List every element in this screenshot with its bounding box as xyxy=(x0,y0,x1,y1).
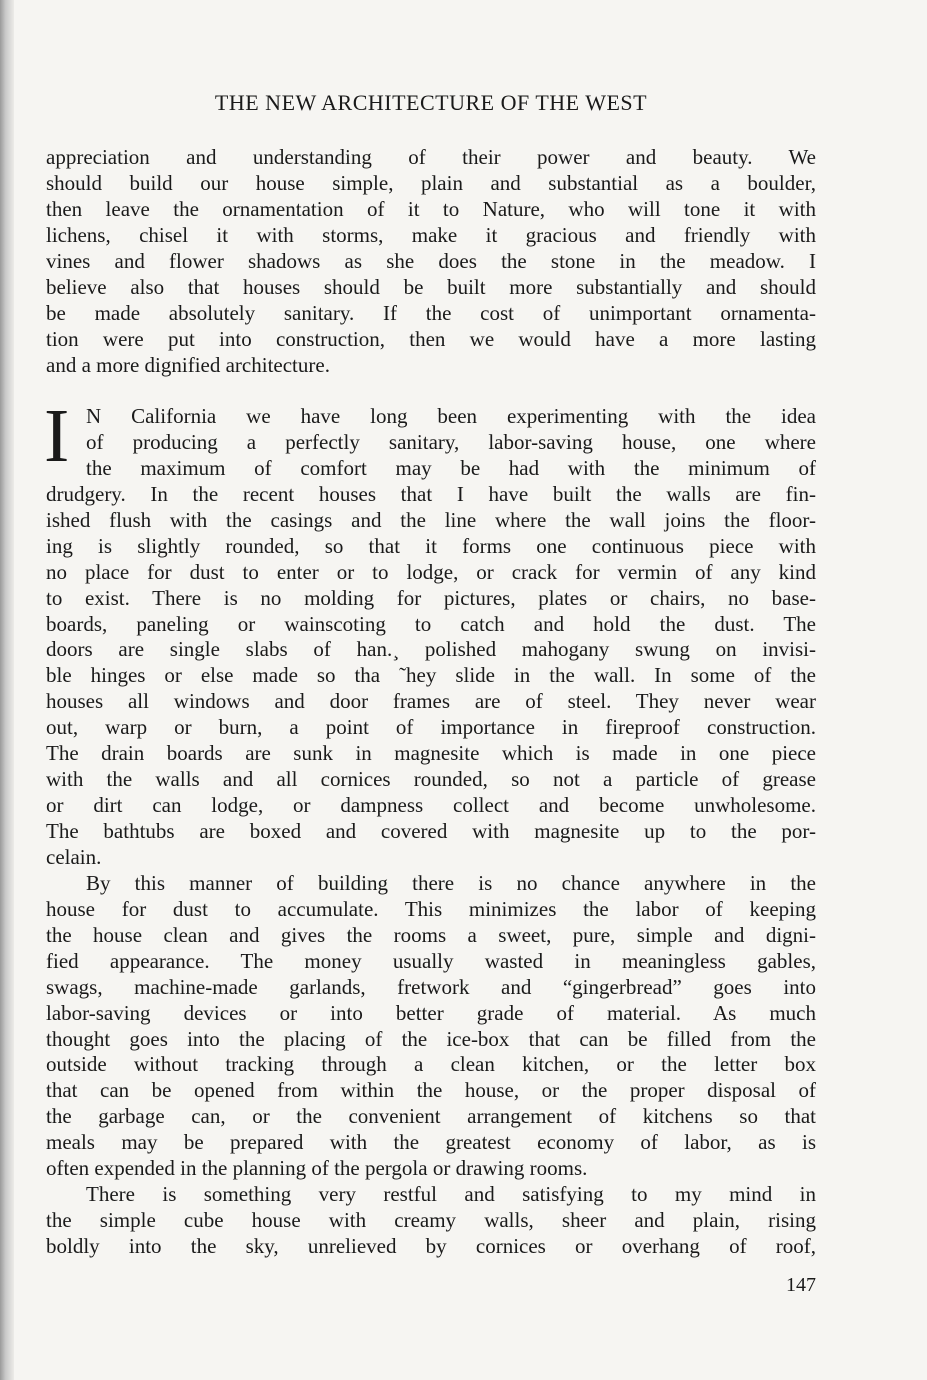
text-line: meals may be prepared with the greatest economy of labor, as is xyxy=(46,1130,816,1155)
text-line: ished flush with the casings and the line where the wall joins the floor- xyxy=(46,507,816,532)
book-spine-shadow xyxy=(0,0,14,1380)
text-line: outside without tracking through a clean kitchen, or the letter box xyxy=(46,1052,816,1077)
text-line: that can be opened from within the house, or the proper disposal of xyxy=(46,1078,816,1103)
text-line: often expended in the planning of the pergola or drawing rooms. xyxy=(46,1156,588,1181)
text-line: tion were put into construction, then we would have a more lasting xyxy=(46,326,816,351)
text-line: boldly into the sky, unrelieved by cornices or overhang of roof, xyxy=(46,1234,816,1258)
text-line: no place for dust to enter or to lodge, or crack for vermin of any kind xyxy=(46,559,816,584)
text-line: labor-saving devices or into better grade of material. As much xyxy=(46,1000,816,1025)
text-line: the house clean and gives the rooms a sweet, pure, simple and digni- xyxy=(46,922,816,947)
text-line: be made absolutely sanitary. If the cost of unimportant ornamenta- xyxy=(46,300,816,325)
text-line: lichens, chisel it with storms, make it gracious and friendly with xyxy=(46,222,816,247)
text-line: should build our house simple, plain and substantial as a boulder, xyxy=(46,170,816,195)
text-line: of producing a perfectly sanitary, labor-saving house, one where xyxy=(86,429,816,454)
text-line: celain. xyxy=(46,844,102,869)
text-line: N California we have long been experimenting with the idea xyxy=(86,404,816,428)
text-line: ble hinges or else made so tha ˜hey slide in the wall. In some of the xyxy=(46,663,816,688)
text-line: out, warp or burn, a point of importance in fireproof construction. xyxy=(46,715,816,740)
text-line: the maximum of comfort may be had with the minimum of xyxy=(86,455,816,480)
text-line: The bathtubs are boxed and covered with magnesite up to the por- xyxy=(46,819,816,843)
text-line: The drain boards are sunk in magnesite which is made in one piece xyxy=(46,741,816,766)
text-line: drudgery. In the recent houses that I have built the walls are fin- xyxy=(46,481,816,506)
page-number: 147 xyxy=(786,1274,816,1296)
text-line: thought goes into the placing of the ice-box that can be filled from the xyxy=(46,1026,816,1051)
text-line: and a more dignified architecture. xyxy=(46,352,330,377)
text-line: doors are single slabs of han.¸ polished mahogany swung on invisi- xyxy=(46,637,816,662)
text-line: ing is slightly rounded, so that it forms one continuous piece with xyxy=(46,533,816,558)
section-body xyxy=(44,394,816,1260)
text-line: house for dust to accumulate. This minimizes the labor of keeping xyxy=(46,896,816,921)
text-line: the garbage can, or the convenient arrangement of kitchens so that xyxy=(46,1104,816,1129)
text-line: By this manner of building there is no chance anywhere in the xyxy=(86,870,816,895)
text-line: swags, machine-made garlands, fretwork and “gingerbread” goes into xyxy=(46,974,816,999)
text-line: There is something very restful and satisfying to my mind in xyxy=(86,1182,816,1207)
running-title: THE NEW ARCHITECTURE OF THE WEST xyxy=(214,90,648,115)
book-page xyxy=(46,0,816,1380)
opening-paragraph xyxy=(46,145,816,378)
text-line: or dirt can lodge, or dampness collect and become unwholesome. xyxy=(46,793,816,818)
text-line: houses all windows and door frames are of steel. They never wear xyxy=(46,689,816,714)
text-line: to exist. There is no molding for pictures, plates or chairs, no base- xyxy=(46,585,816,610)
text-line: fied appearance. The money usually wasted in meaningless gables, xyxy=(46,948,816,973)
text-line: vines and flower shadows as she does the stone in the meadow. I xyxy=(46,248,816,273)
text-line: the simple cube house with creamy walls, sheer and plain, rising xyxy=(46,1208,816,1233)
text-line: believe also that houses should be built more substantially and should xyxy=(46,274,816,299)
drop-cap: I xyxy=(44,394,70,478)
text-line: appreciation and understanding of their power and beauty. We xyxy=(46,145,816,169)
text-line: boards, paneling or wainscoting to catch and hold the dust. The xyxy=(46,611,816,636)
text-line: then leave the ornamentation of it to Nature, who will tone it with xyxy=(46,196,816,221)
text-line: with the walls and all cornices rounded, so not a particle of grease xyxy=(46,767,816,792)
